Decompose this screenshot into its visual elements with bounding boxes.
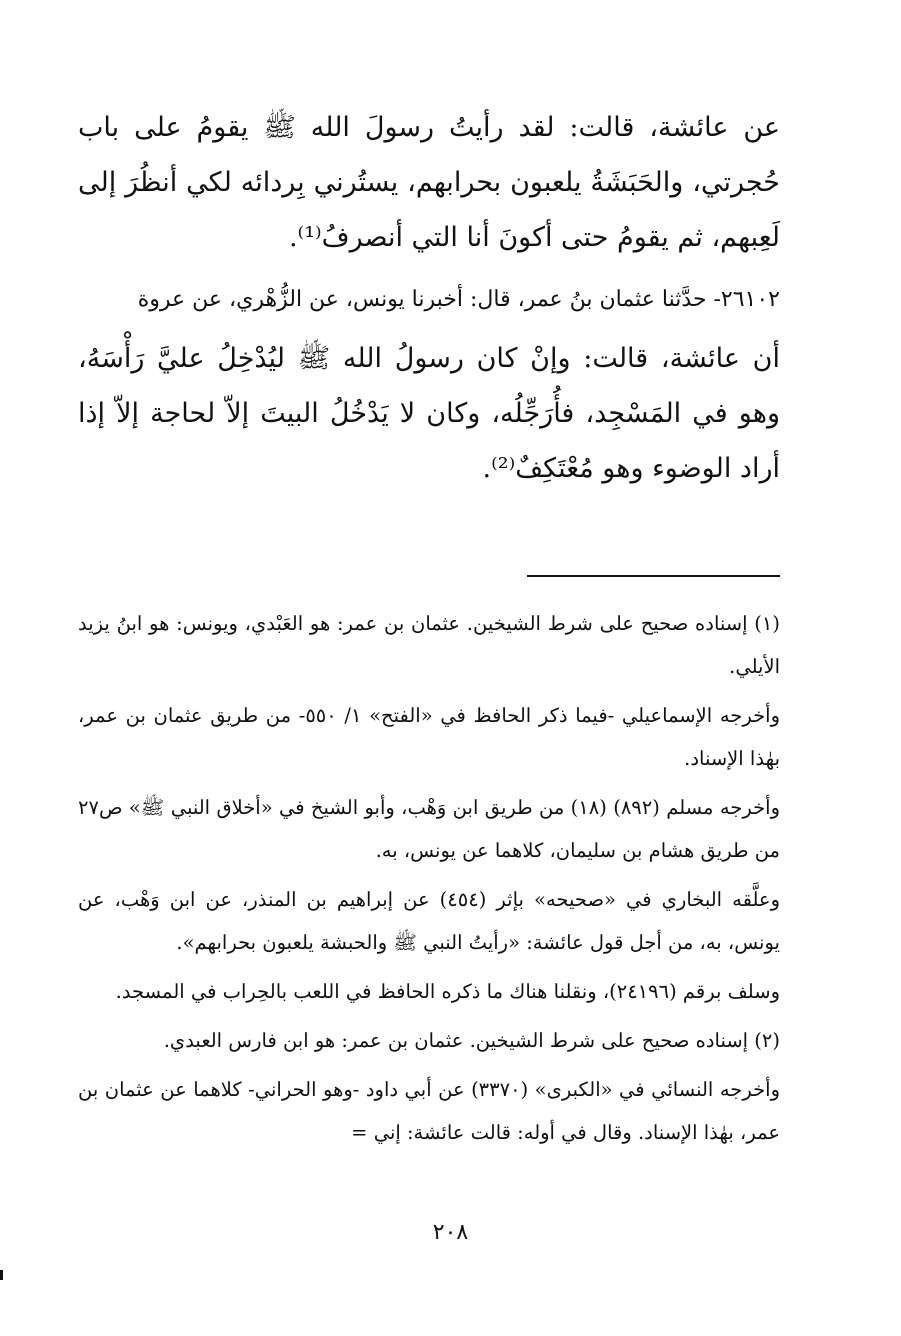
main-text	[78, 100, 780, 510]
hadith-text-1: عن عائشة، قالت: لقد رأيتُ رسولَ الله ﷺ يقومُ على باب حُجرتي، والحَبَشَةُ يلعبون بحرابهم، يستُرني بِردائه لكي أنظُرَ إلى لَعِبهم، ثم يقومُ حتى أكونَ أنا التي أنصرفُ⁽¹⁾.	[78, 112, 780, 253]
footnotes	[78, 602, 780, 1160]
footnote-paragraph: وأخرجه الإسماعيلي -فيما ذكر الحافظ في «الفتح» ١/ ٥٥٠- من طريق عثمان بن عمر، بهٰذا الإسناد.	[78, 704, 780, 770]
footnote-paragraph: وأخرجه مسلم (٨٩٢) (١٨) من طريق ابن وَهْب، وأبو الشيخ في «أخلاق النبي ﷺ» ص٢٧ من طريق هشام بن سليمان، كلاهما عن يونس، به.	[78, 796, 780, 862]
page-number: ٢٠٨	[432, 1220, 469, 1245]
scan-edge-mark	[0, 1270, 3, 1280]
isnad-line: ٢٦١٠٢- حدَّثنا عثمان بنُ عمر، قال: أخبرنا يونس، عن الزُّهْري، عن عروة	[137, 287, 780, 312]
hadith-text-2: أن عائشة، قالت: وإنْ كان رسولُ الله ﷺ ليُدْخِلُ عليَّ رَأْسَهُ، وهو في المَسْجِد، فأُرَجِّلُه، وكان لا يَدْخُلُ البيتَ إلاّ لحاجة إلاّ إذا أراد الوضوء وهو مُعْتَكِفٌ⁽²⁾.	[78, 343, 780, 484]
footnote-paragraph: وأخرجه النسائي في «الكبرى» (٣٣٧٠) عن أبي داود -وهو الحراني- كلاهما عن عثمان بن عمر، بهٰذا الإسناد. وقال في أوله: قالت عائشة: إني =	[78, 1078, 780, 1144]
footnote-separator	[527, 575, 780, 577]
footnote-paragraph: (٢) إسناده صحيح على شرط الشيخين. عثمان بن عمر: هو ابن فارس العبدي.	[163, 1029, 780, 1052]
footnote-paragraph: وعلَّقه البخاري في «صحيحه» بإثر (٤٥٤) عن إبراهيم بن المنذر، عن ابن وَهْب، عن يونس، به، من أجل قول عائشة: «رأيتُ النبي ﷺ والحبشة يلعبون بحرابهم».	[78, 888, 780, 954]
footnote-paragraph: وسلف برقم (٢٤١٩٦)، ونقلنا هناك ما ذكره الحافظ في اللعب بالحِراب في المسجد.	[115, 980, 780, 1003]
footnote-paragraph: (١) إسناده صحيح على شرط الشيخين. عثمان بن عمر: هو العَبْدي، ويونس: هو ابنُ يزيد الأيلي.	[78, 612, 780, 678]
